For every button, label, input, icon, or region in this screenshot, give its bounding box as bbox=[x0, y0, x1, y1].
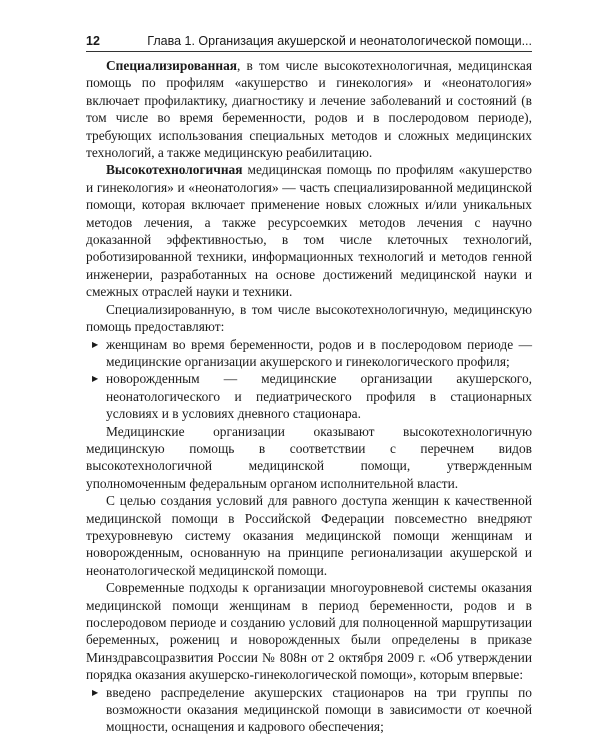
paragraph-providers: Специализированную, в том числе высокотехнологичную, медицинскую помощь предоставляют: bbox=[86, 301, 532, 335]
term-specialized: Специализированная bbox=[106, 58, 238, 73]
list-item-text: новорожденным — медицинские организации акушерского, неонатологического и педиатрического профиля в стационарных условиях и в условиях дневного стационара. bbox=[106, 371, 532, 422]
bullet-icon: ▶ bbox=[92, 339, 99, 349]
term-high-tech: Высокотехнологичная bbox=[106, 162, 243, 178]
list-item-text: женщинам во время беременности, родов и в послеродовом периоде — медицинские организации акушерского и гинекологического профиля; bbox=[106, 336, 532, 369]
header-rule bbox=[86, 51, 532, 52]
body-text bbox=[86, 57, 532, 736]
list-item bbox=[86, 684, 532, 736]
providers-list bbox=[86, 336, 532, 423]
paragraph-text: медицинская помощь по профилям «акушерство и гинекология» и «неонатология» — часть специализированной медицинской помощи, которая включает применение новых сложных и/или уникальных методов лечения, а также ресурсоемких методов лечения с научно доказанной эффективностью, в том числе клеточных технологий, роботизированной техники, информационных технологий и методов генной инженерии, разработанных на основе достижений медицинской науки и смежных отраслей науки и техники. bbox=[86, 162, 532, 300]
bullet-icon: ▶ bbox=[92, 687, 99, 697]
list-item bbox=[86, 370, 532, 422]
bullet-icon: ▶ bbox=[92, 374, 99, 384]
order-list bbox=[86, 684, 532, 736]
paragraph-specialized bbox=[86, 57, 532, 161]
list-item-text: введено распределение акушерских стационаров на три группы по возможности оказания медицинской помощи в зависимости от коечной мощности, оснащения и кадрового обеспечения; bbox=[106, 684, 532, 735]
paragraph-organizations: Медицинские организации оказывают высокотехнологичную медицинскую помощь в соответствии с перечнем видов высокотехнологичной медицинской помощи, утвержденным уполномоченным федеральным органом исполнительной власти. bbox=[86, 423, 532, 491]
paragraph-high-tech bbox=[86, 161, 532, 300]
paragraph-three-level-system: С целью создания условий для равного доступа женщин к качественной медицинской помощи в Российской Федерации повсеместно внедряют трехуровневую систему оказания медицинской помощи женщинам и новорожденным, основанную на принципе регионализации акушерской и неонатологической медицинской помощи. bbox=[86, 493, 532, 578]
running-header bbox=[86, 31, 532, 51]
paragraph-modern-approaches: Современные подходы к организации многоуровневой системы оказания медицинской помощи женщинам в период беременности, родов и в послеродовом периоде и созданию условий для полноценной маршрутизации беременных, рожениц и новорожденных были определены в приказе Минздравсоцразвития России № 808н от 2 октября 2009 г. «Об утверждении порядка оказания акушерско-гинекологической помощи», которым впервые: bbox=[86, 580, 532, 683]
paragraph-text: , в том числе высокотехнологичная, медицинская помощь по профилям «акушерство и гинекология» и «неонатология» включает профилактику, диагностику и лечение заболеваний и состояний (в том числе во время беременности, родов и в послеродовом периоде), требующих использования специальных методов и сложных медицинских технологий, а также медицинскую реабилитацию. bbox=[86, 58, 532, 161]
chapter-title: Глава 1. Организация акушерской и неонатологической помощи... bbox=[147, 34, 532, 48]
page-number: 12 bbox=[86, 34, 100, 48]
list-item bbox=[86, 336, 532, 371]
